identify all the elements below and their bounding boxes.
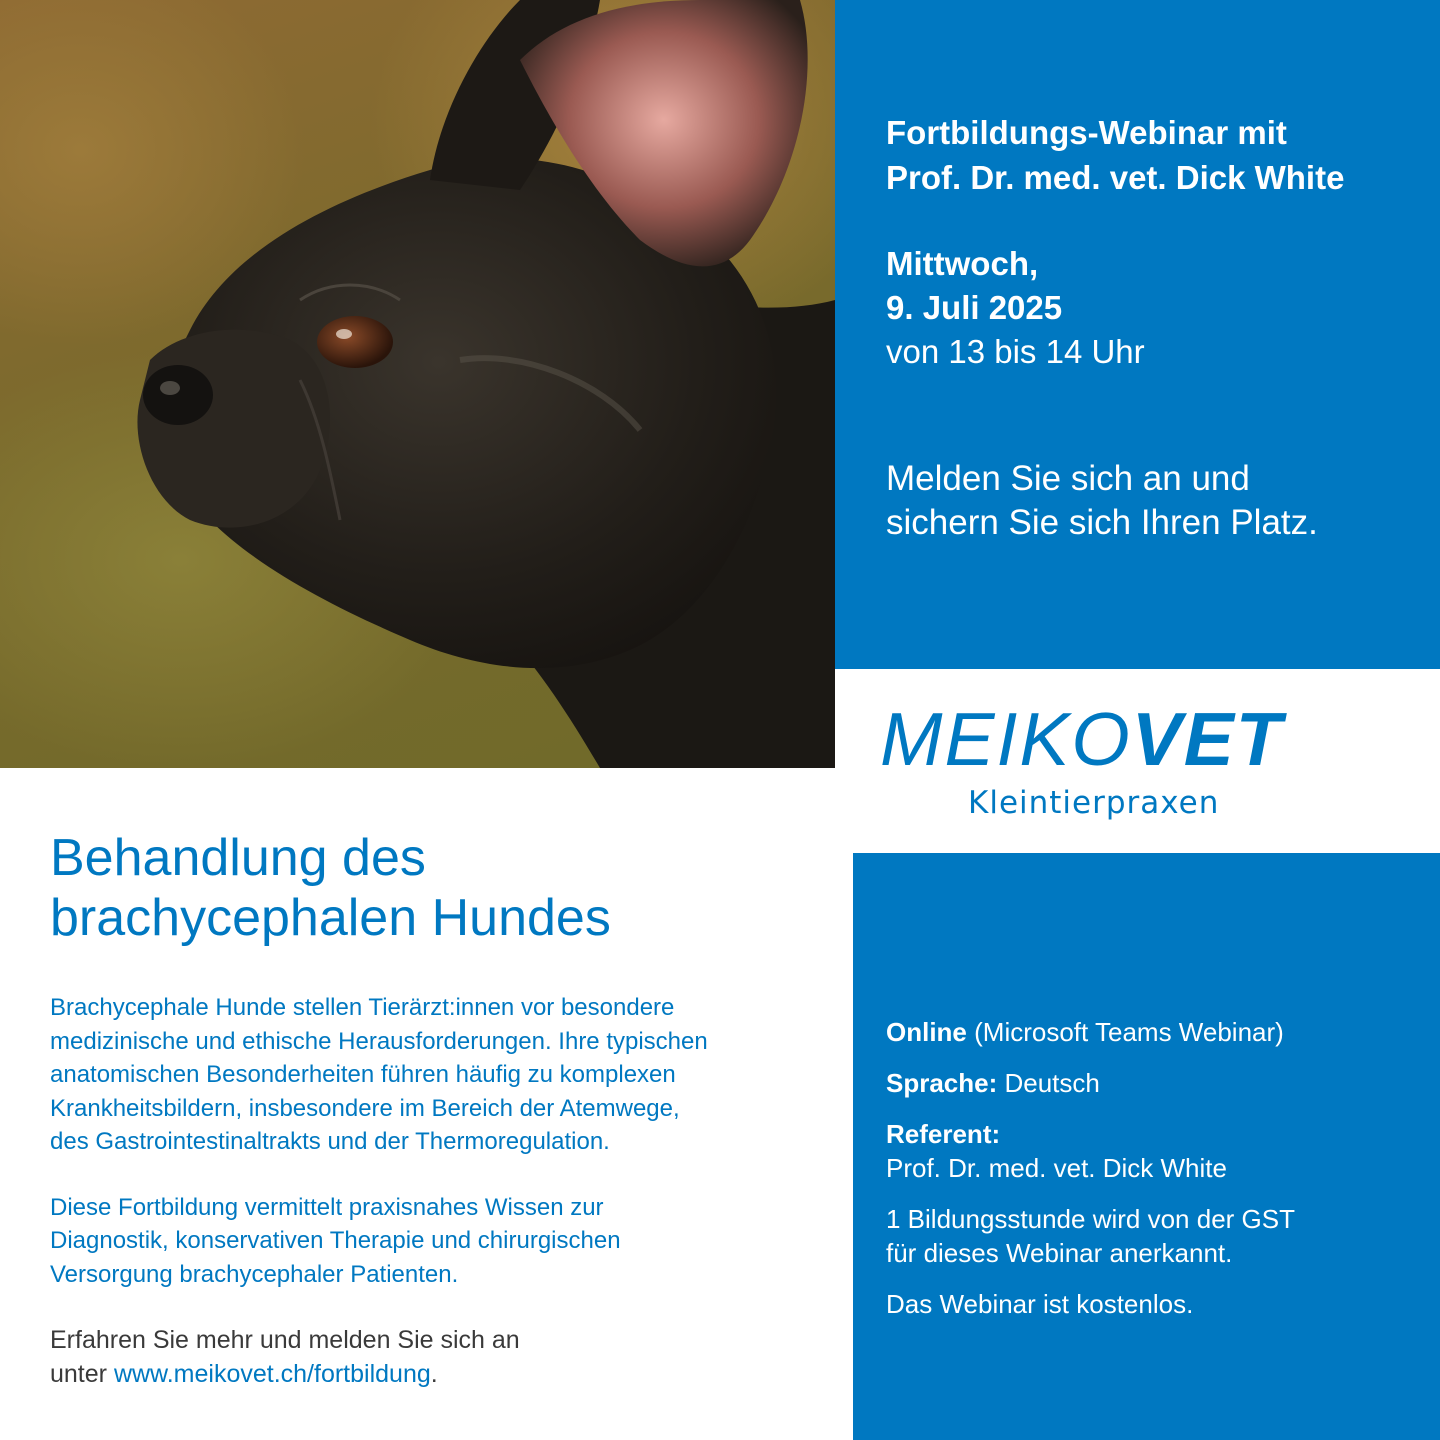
webinar-details-panel [853,853,1440,1440]
event-day: 9. Juli 2025 [886,289,1063,326]
intro-line: medizinische und ethische Herausforderungen. Ihre typischen [50,1027,708,1055]
logo-word-bold: VET [1131,697,1284,781]
registration-call-to-action [886,457,1426,545]
more-info-prefix: unter [50,1359,114,1388]
language-value: Deutsch [997,1068,1100,1098]
course-line: Diese Fortbildung vermittelt praxisnahes Wissen zur [50,1193,604,1221]
event-info-panel [835,0,1440,669]
event-weekday: Mittwoch, [886,245,1039,282]
credit-line1: 1 Bildungsstunde wird von der GST [886,1204,1295,1234]
cta-line1: Melden Sie sich an und [886,459,1250,498]
more-info-line1: Erfahren Sie mehr und melden Sie sich an [50,1326,520,1354]
format-label: Online [886,1017,967,1047]
speaker-label-text: Referent: [886,1119,1001,1149]
headline [50,828,830,948]
intro-line: anatomischen Besonderheiten führen häufig zu komplexen [50,1061,676,1088]
dog-illustration [0,0,835,768]
speaker-name: Prof. Dr. med. vet. Dick White [886,1153,1227,1183]
event-date [886,242,1426,330]
event-title-line1: Fortbildungs-Webinar mit [886,114,1287,151]
intro-line: Brachycephale Hunde stellen Tierärzt:innen vor besondere [50,994,675,1021]
intro-line: des Gastrointestinaltrakts und der Thermoregulation. [50,1128,610,1155]
course-line: Diagnostik, konservativen Therapie und chirurgischen [50,1227,621,1254]
event-time: von 13 bis 14 Uhr [886,333,1145,370]
course-paragraph [50,1191,830,1292]
more-info [50,1324,830,1391]
price-info: Das Webinar ist kostenlos. [886,1289,1194,1319]
language-info [886,1066,1426,1100]
credit-line2: für dieses Webinar anerkannt. [886,1238,1233,1268]
format-value: (Microsoft Teams Webinar) [966,1017,1284,1047]
french-bulldog-photo [0,0,835,768]
course-line: Versorgung brachycephaler Patienten. [50,1260,459,1288]
registration-link[interactable]: www.meikovet.ch/fortbildung [113,1359,431,1388]
intro-paragraph [50,991,830,1159]
article [50,828,830,1391]
logo-subtitle: Kleintierpraxen [968,785,1220,821]
logo-wordmark [880,699,1284,779]
headline-line2: brachycephalen Hundes [50,889,611,947]
speaker-label [886,1117,1426,1151]
format-info [886,1015,1426,1049]
event-title-line2: Prof. Dr. med. vet. Dick White [886,159,1345,196]
meikovet-logo [880,697,1320,825]
headline-line1: Behandlung des [50,829,426,887]
credit-info [886,1202,1426,1270]
logo-word-thin: MEIKO [880,697,1132,781]
language-label: Sprache: [886,1068,998,1098]
intro-line: Krankheitsbildern, insbesondere im Bereich der Atemwege, [50,1094,680,1122]
event-title [886,110,1426,200]
more-info-suffix: . [430,1359,438,1388]
cta-line2: sichern Sie sich Ihren Platz. [886,503,1318,542]
